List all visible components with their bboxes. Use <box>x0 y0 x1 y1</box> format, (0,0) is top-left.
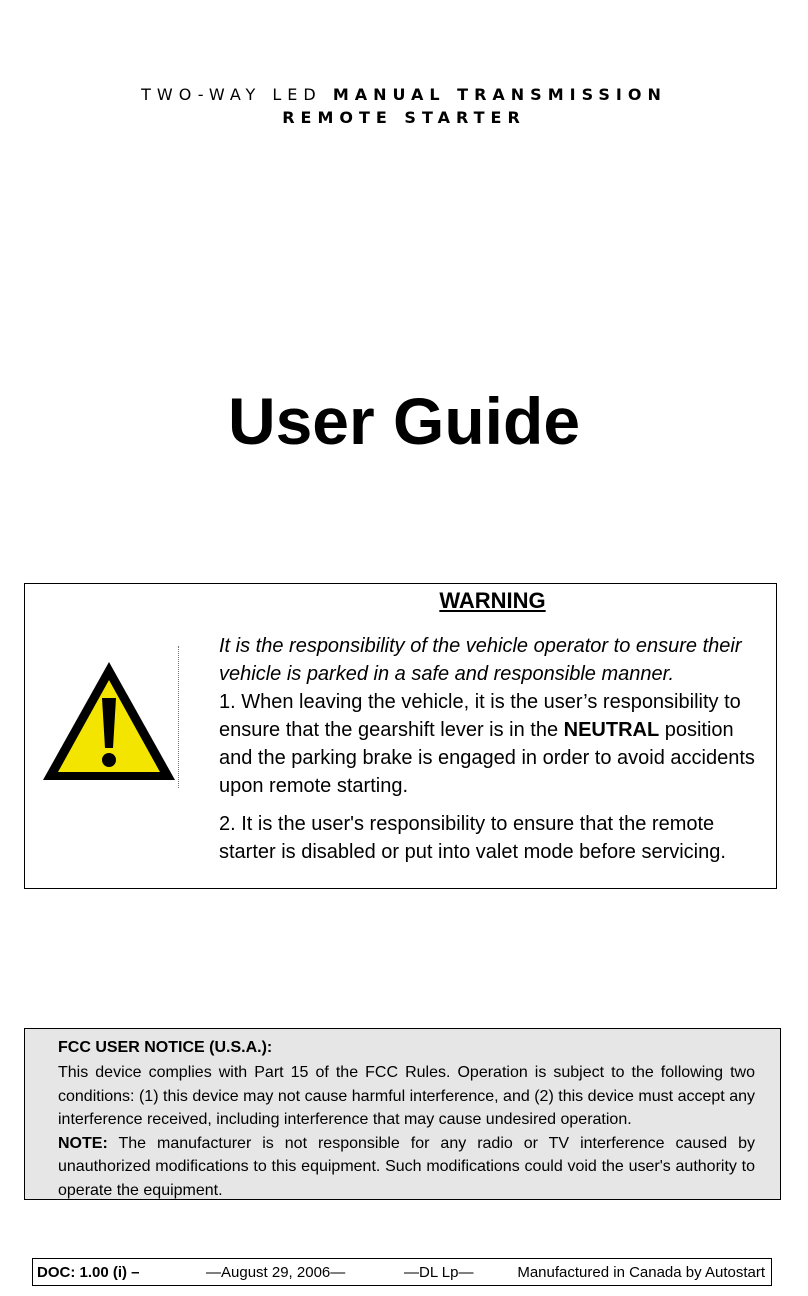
warning-heading: WARNING <box>439 588 546 613</box>
fcc-body <box>58 1061 755 1202</box>
fcc-compliance-text: This device complies with Part 15 of the FCC Rules. Operation is subject to the following two conditions: (1) this device may not cause harmful interference, and (2) this device must accept any interference received, including interference that may cause undesired operation. <box>58 1064 755 1128</box>
neutral-emphasis: NEUTRAL <box>563 719 660 741</box>
vertical-separator <box>178 646 179 788</box>
page-title: User Guide <box>227 384 581 458</box>
warning-intro: It is the responsibility of the vehicle operator to ensure their vehicle is parked in a safe and responsible manner. <box>219 635 742 685</box>
warning-item-2: 2. It is the user's responsibility to ensure that the remote starter is disabled or put into valet mode before servicing. <box>219 813 726 863</box>
fcc-note-text: The manufacturer is not responsible for any radio or TV interference caused by unauthorized modifications to this equipment. Such modifications could void the user's authority to operate the equipment. <box>58 1134 755 1199</box>
header-transmission-type: MANUAL TRANSMISSION <box>332 85 667 104</box>
header-line-1 <box>0 85 808 104</box>
warning-box <box>24 583 777 889</box>
warning-item-1: 1. When leaving the vehicle, it is the user’s responsibility to ensure that the gearshift lever is in the NEUTRAL position and the parking brake is engaged in order to avoid accidents upon remote starting. <box>219 691 755 797</box>
fcc-note-label: NOTE: <box>58 1134 108 1152</box>
warning-triangle-icon <box>39 656 179 788</box>
fcc-note <box>58 1132 755 1203</box>
footer-author: —DL Lp— <box>404 1264 474 1281</box>
warning-text <box>219 632 771 866</box>
header-line-2: REMOTE STARTER <box>282 108 526 127</box>
header-product-type: TWO-WAY LED <box>141 85 333 104</box>
fcc-notice-box <box>24 1028 781 1200</box>
footer-manufacturer: Manufactured in Canada by Autostart <box>517 1264 765 1281</box>
footer-date: —August 29, 2006— <box>206 1264 346 1281</box>
footer-doc-version: DOC: 1.00 (i) – <box>37 1264 140 1281</box>
document-footer <box>32 1258 772 1286</box>
fcc-title: FCC USER NOTICE (U.S.A.): <box>58 1039 273 1056</box>
